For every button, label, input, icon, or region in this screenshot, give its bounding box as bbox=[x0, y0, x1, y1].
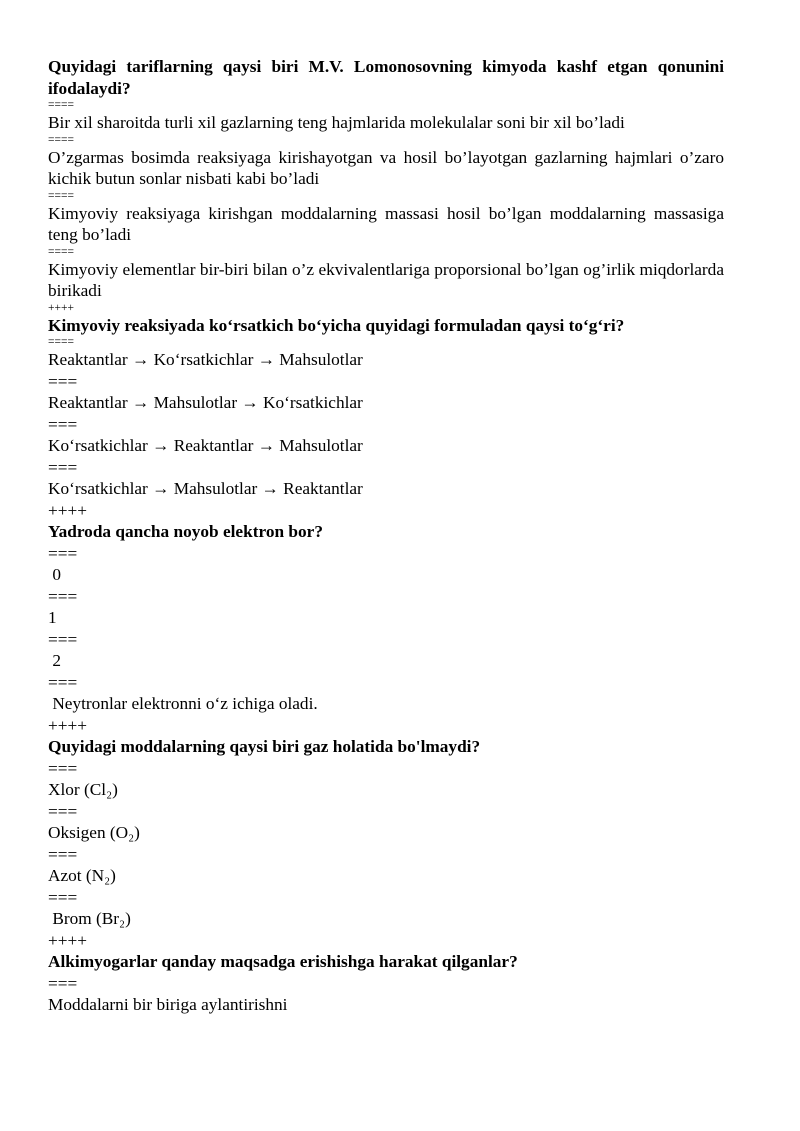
answer-option: Reaktantlar → Mahsulotlar → Koʻrsatkichlar bbox=[48, 393, 363, 412]
separator-marker: === bbox=[48, 629, 78, 649]
separator-marker: === bbox=[48, 844, 78, 864]
answer-option: Azot (N₂) bbox=[48, 866, 116, 885]
separator-marker: ==== bbox=[48, 336, 74, 348]
answer-option: Xlor (Cl₂) bbox=[48, 780, 118, 799]
answer-option: Brom (Br₂) bbox=[48, 909, 131, 928]
question-text: Quyidagi moddalarning qaysi biri gaz holatida bo'lmaydi? bbox=[48, 737, 481, 756]
separator-marker: === bbox=[48, 371, 78, 391]
separator-marker: === bbox=[48, 758, 78, 778]
separator-marker: ++++ bbox=[48, 930, 87, 950]
separator-marker: ==== bbox=[48, 133, 74, 146]
separator-marker: === bbox=[48, 672, 78, 692]
separator-marker: ++++ bbox=[48, 715, 87, 735]
answer-option: Reaktantlar → Koʻrsatkichlar → Mahsulotlar bbox=[48, 350, 363, 369]
separator-marker: === bbox=[48, 457, 78, 477]
answer-option: Koʻrsatkichlar → Reaktantlar → Mahsulotlar bbox=[48, 436, 363, 455]
answer-option: Oksigen (O₂) bbox=[48, 823, 140, 842]
answer-option: 0 bbox=[48, 565, 61, 584]
separator-marker: === bbox=[48, 586, 78, 606]
question-text: Quyidagi tariflarning qaysi biri M.V. Lomonosovning kimyoda kashf etgan qonunini ifodalaydi? bbox=[48, 57, 729, 98]
answer-option: O’zgarmas bosimda reaksiyaga kirishayotgan va hosil bo’layotgan gazlarning hajmlari o’zaro kichik butun sonlar nisbati kabi bo’ladi bbox=[48, 147, 729, 188]
question-text: Alkimyogarlar qanday maqsadga erishishga harakat qilganlar? bbox=[48, 952, 518, 971]
separator-marker: === bbox=[48, 887, 78, 907]
separator-marker: === bbox=[48, 414, 78, 434]
separator-marker: ==== bbox=[48, 245, 74, 258]
answer-option: Moddalarni bir biriga aylantirishni bbox=[48, 995, 288, 1014]
separator-marker: === bbox=[48, 801, 78, 821]
answer-option: Koʻrsatkichlar → Mahsulotlar → Reaktantlar bbox=[48, 479, 363, 498]
answer-option: 1 bbox=[48, 608, 57, 627]
answer-option: Kimyoviy reaksiyaga kirishgan moddalarning massasi hosil bo’lgan moddalarning massasiga teng bo’ladi bbox=[48, 203, 729, 244]
question-text: Yadroda qancha noyob elektron bor? bbox=[48, 522, 323, 541]
separator-marker: === bbox=[48, 973, 78, 993]
question-text: Kimyoviy reaksiyada koʻrsatkich boʻyicha quyidagi formuladan qaysi toʻgʻri? bbox=[48, 315, 625, 335]
separator-marker: ==== bbox=[48, 99, 74, 111]
answer-option: 2 bbox=[48, 651, 61, 670]
answer-option: Bir xil sharoitda turli xil gazlarning teng hajmlarida molekulalar soni bir xil bo’ladi bbox=[48, 113, 625, 132]
separator-marker: ++++ bbox=[48, 301, 74, 314]
answer-option: Neytronlar elektronni oʻz ichiga oladi. bbox=[48, 694, 318, 713]
separator-marker: === bbox=[48, 543, 78, 563]
separator-marker: ==== bbox=[48, 189, 74, 202]
separator-marker: ++++ bbox=[48, 500, 87, 520]
question-list bbox=[48, 56, 729, 1016]
answer-option: Kimyoviy elementlar bir-biri bilan o’z ekvivalentlariga proporsional bo’lgan og’irlik miqdorlarda birikadi bbox=[48, 259, 729, 300]
